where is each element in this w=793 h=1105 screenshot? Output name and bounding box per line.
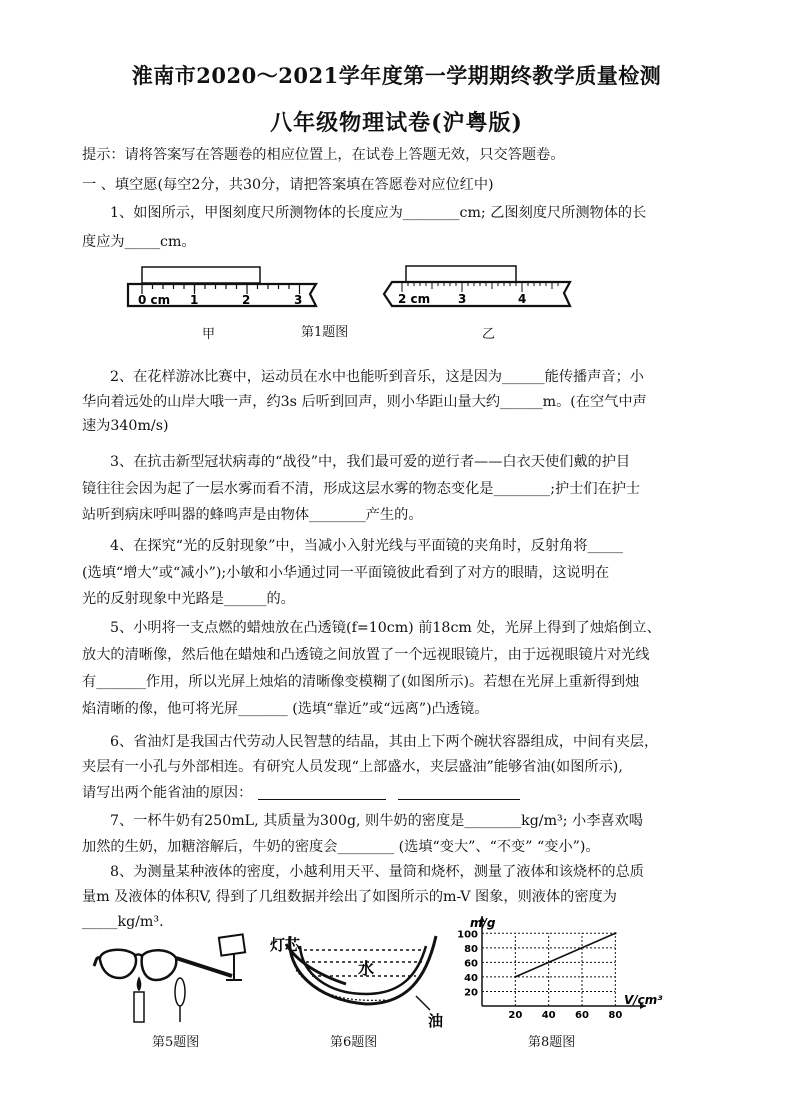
q7-line-1: 7、一杯牛奶有250mL, 其质量为300g, 则牛奶的密度是________kg/m³; 小李喜欢喝 <box>110 813 643 829</box>
fig5-caption: 第5题图 <box>152 1035 200 1050</box>
ruler-b-figure <box>380 262 580 314</box>
ruler-a-label-1: 1 <box>190 293 199 307</box>
water-label: 水 <box>358 959 375 978</box>
q4-line-2: (选填“增大”或“减小”);小敏和小华通过同一平面镜彼此看到了对方的眼睛，这说明在 <box>82 565 610 581</box>
x-tick-label: 60 <box>575 1010 589 1021</box>
ruler-b-ticks <box>402 282 558 292</box>
ruler-b-label-1: 3 <box>458 292 467 306</box>
series-line <box>515 933 615 977</box>
q6-line-1: 6、省油灯是我国古代劳动人民智慧的结晶，其由上下两个碗状容器组成，中间有夹层， <box>110 734 659 750</box>
y-tick-label: 80 <box>464 943 478 955</box>
q3-line-2: 镜往往会因为起了一层水雾而看不清，形成这层水雾的物态变化是________;护士们在护士 <box>82 481 641 497</box>
fig8-caption: 第8题图 <box>528 1035 576 1050</box>
wick-label: 灯芯 <box>270 936 301 954</box>
ruler-a-caption: 甲 <box>202 327 216 342</box>
x-tick-label: 80 <box>608 1010 623 1021</box>
fig6-oil-lamp <box>266 930 456 1030</box>
q3-line-3: 站听到病床呼叫器的蜂鸣声是由物体________产生的。 <box>82 507 423 523</box>
y-tick-label: 60 <box>464 958 478 970</box>
measured-object <box>142 267 260 283</box>
oil-pointer <box>416 996 430 1010</box>
ruler-a-label-2: 2 <box>242 293 251 307</box>
y-tick-label: 40 <box>464 972 478 984</box>
q6-answer-blank-2[interactable] <box>398 799 520 800</box>
x-tick-label: 20 <box>508 1010 523 1021</box>
ruler-a-figure <box>124 264 324 314</box>
fig6-caption: 第6题图 <box>330 1035 378 1050</box>
ruler-b-label-2: 4 <box>518 292 527 306</box>
q1-line-2: 度应为_____cm。 <box>82 234 196 250</box>
q5-line-3: 有_______作用，所以光屏上烛焰的清晰像变模糊了(如图所示)。若想在光屏上重新得到烛 <box>82 674 640 690</box>
q5-line-1: 5、小明将一支点燃的蜡烛放在凸透镜(f=10cm) 前18cm 处，光屏上得到了烛焰倒立、 <box>110 620 661 636</box>
q8-line-1: 8、为测量某种液体的密度，小越利用天平、量筒和烧杯，测量了液体和该烧杯的总质 <box>110 864 644 880</box>
q6-line-2: 夹层有一小孔与外部相连。有研究人员发现“上部盛水，夹层盛油”能够省油(如图所示), <box>82 759 623 775</box>
q2-line-3: 速为340m/s) <box>82 418 169 434</box>
oil-label: 油 <box>428 1012 444 1030</box>
series-point <box>614 932 616 934</box>
page-title: 淮南市2020～2021学年度第一学期期终教学质量检测 <box>131 63 662 88</box>
chart-series <box>514 932 616 978</box>
q7-line-2: 加然的生奶，加糖溶解后，牛奶的密度会________ (选填“变大”、“不变” “变小”)。 <box>82 839 600 855</box>
measured-object <box>406 266 516 282</box>
q5-line-2: 放大的清晰像，然后他在蜡烛和凸透镜之间放置了一个远视眼镜片，由于远视眼镜片对光线 <box>82 647 650 663</box>
candle-icon <box>134 978 144 1022</box>
q3-line-1: 3、在抗击新型冠状病毒的“战役”中，我们最可爱的逆行者——白衣天使们戴的护目 <box>110 454 631 470</box>
ruler-b-label-0: 2 cm <box>398 292 431 306</box>
q8-line-2: 量m 及液体的体积V, 得到了几组数据并绘出了如图所示的m-V 图象，则液体的密度为 <box>82 889 617 905</box>
y-tick-label: 20 <box>464 987 478 999</box>
q6-line-3: 请写出两个能省油的原因： <box>82 785 253 801</box>
x-tick-label: 40 <box>541 1010 556 1021</box>
fig8-mv-chart <box>456 916 676 1028</box>
convex-lens-icon <box>175 978 185 1022</box>
section-heading: 一 、填空愿(每空2分，共30分，请把答案填在答愿卷对应位红中) <box>82 177 494 193</box>
tip-text: 提示：请将答案写在答题卷的相应位置上，在试卷上答题无效，只交答题卷。 <box>82 147 565 163</box>
y-tick-label: 100 <box>457 929 478 941</box>
x-axis-label: V/cm³ <box>624 993 663 1007</box>
ruler-a-label-0: 0 cm <box>138 293 171 307</box>
y-axis-label: m/g <box>470 916 496 930</box>
chart-grid <box>482 933 615 1006</box>
q2-line-1: 2、在花样游冰比赛中，运动员在水中也能听到音乐，这是因为______能传播声音；小 <box>110 369 644 385</box>
glasses-icon <box>94 950 232 980</box>
page-subtitle: 八年级物理试卷(沪粤版) <box>270 110 523 136</box>
series-point <box>514 976 516 978</box>
q4-line-1: 4、在探究“光的反射现象”中，当减小入射光线与平面镜的夹角时，反射角将_____ <box>110 538 624 554</box>
q2-line-2: 华向着远处的山岸大哦一声，约3s 后听到回声，则小华距山量大约______m。(在空气中声 <box>82 394 647 410</box>
ruler-a-label-3: 3 <box>294 293 303 307</box>
fig5-lens-setup <box>92 930 262 1026</box>
q6-answer-blank-1[interactable] <box>258 799 386 800</box>
ruler-b-caption: 乙 <box>482 327 496 342</box>
fig1-caption: 第1题图 <box>301 325 349 340</box>
q8-line-3: _____kg/m³. <box>82 914 164 930</box>
q4-line-3: 光的反射现象中光路是______的。 <box>82 591 295 607</box>
q1-line-1: 1、如图所示，甲图刻度尺所测物体的长度应为________cm; 乙图刻度尺所测物体的长 <box>110 205 647 221</box>
q5-line-4: 焰清晰的像，他可将光屏_______ (选填“靠近”或“远离”)凸透镜。 <box>82 701 489 717</box>
